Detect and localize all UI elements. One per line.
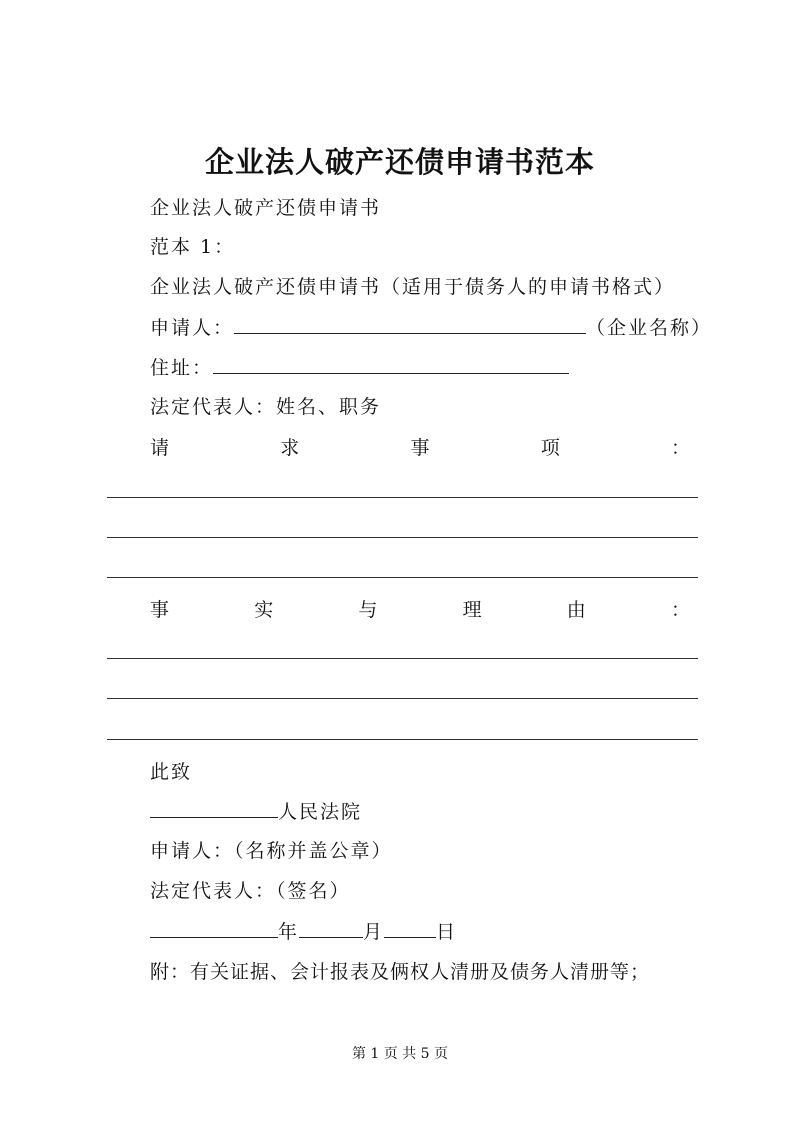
applicant-label: 申请人： — [150, 317, 235, 339]
court-line — [150, 797, 362, 826]
date-line — [150, 917, 457, 946]
day-blank[interactable] — [384, 917, 436, 938]
facts-heading — [150, 596, 690, 624]
applicant-name-blank[interactable] — [234, 313, 586, 334]
document-title: 企业法人破产还债申请书范本 — [204, 145, 595, 179]
requests-heading — [150, 434, 690, 462]
facts-char: 由 — [566, 599, 586, 621]
requests-char: 事 — [410, 437, 430, 459]
facts-blank-line[interactable] — [107, 658, 698, 659]
facts-char: 理 — [462, 599, 482, 621]
attachment-line: 附：有关证据、会计报表及俩权人清册及债务人清册等； — [150, 961, 651, 983]
requests-blank-line[interactable] — [107, 577, 698, 578]
requests-blank-line[interactable] — [107, 497, 698, 498]
month-blank[interactable] — [299, 917, 363, 938]
facts-char: 事 — [150, 599, 170, 621]
sample-label: 范本 1： — [150, 236, 236, 258]
facts-char: ： — [670, 599, 690, 621]
address-blank[interactable] — [213, 353, 569, 374]
facts-blank-line[interactable] — [107, 739, 698, 740]
facts-blank-line[interactable] — [107, 698, 698, 699]
year-label: 年 — [278, 921, 300, 943]
address-line — [150, 353, 569, 382]
requests-char: ： — [670, 437, 690, 459]
address-label: 住址： — [150, 357, 214, 379]
requests-blank-line[interactable] — [107, 537, 698, 538]
applicant-sign-line: 申请人：（名称并盖公章） — [150, 840, 393, 862]
month-label: 月 — [363, 921, 385, 943]
page-footer: 第 1 页 共 5 页 — [351, 1046, 449, 1062]
format-note: 企业法人破产还债申请书（适用于债务人的申请书格式） — [150, 276, 676, 298]
legal-rep-sign-line: 法定代表人：（签名） — [150, 880, 351, 902]
court-name-blank[interactable] — [150, 797, 278, 818]
applicant-line — [150, 313, 712, 342]
requests-char: 项 — [540, 437, 560, 459]
subtitle: 企业法人破产还债申请书 — [150, 197, 382, 219]
closing-line: 此致 — [150, 761, 193, 783]
court-suffix: 人民法院 — [278, 801, 363, 823]
requests-char: 请 — [150, 437, 170, 459]
applicant-suffix: （企业名称） — [586, 317, 713, 339]
legal-rep-line: 法定代表人：姓名、职务 — [150, 396, 382, 418]
day-label: 日 — [436, 921, 458, 943]
year-blank[interactable] — [150, 917, 278, 938]
facts-char: 实 — [254, 599, 274, 621]
requests-char: 求 — [280, 437, 300, 459]
facts-char: 与 — [358, 599, 378, 621]
